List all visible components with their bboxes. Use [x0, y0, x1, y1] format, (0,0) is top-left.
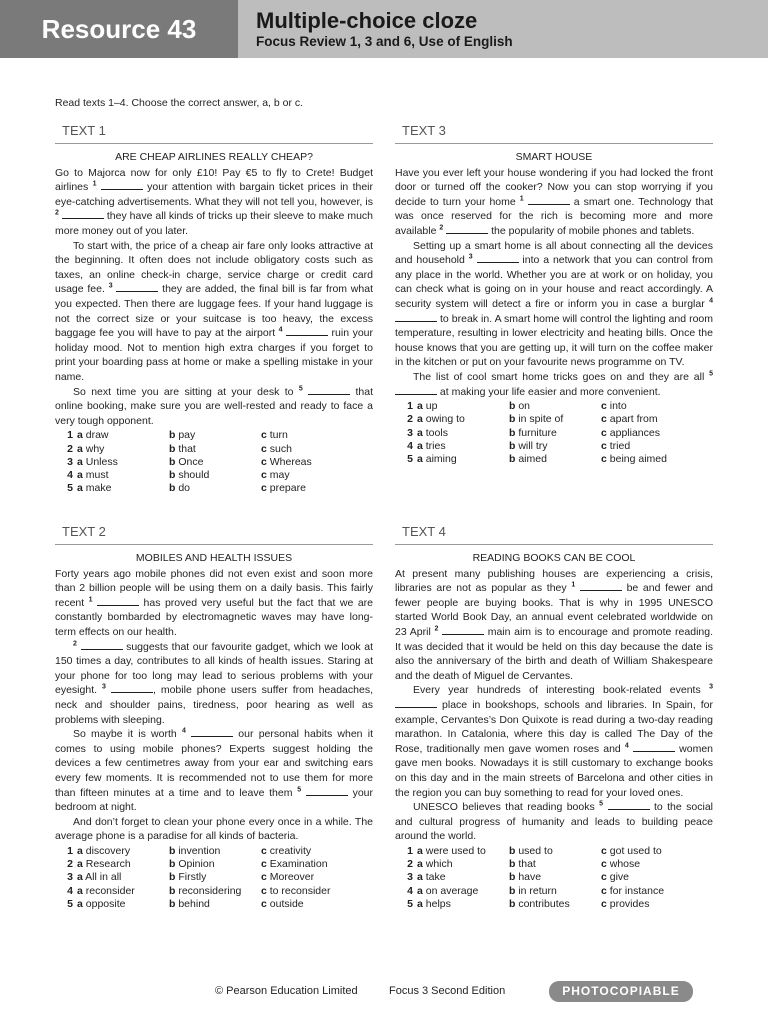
- option-a: a which: [417, 858, 453, 871]
- question-number: 4: [407, 884, 413, 897]
- text-label: TEXT 3: [395, 124, 713, 144]
- gap-number: 3: [468, 253, 473, 261]
- article-paragraph: Have you ever left your house wondering if you had locked the front door or turned off the cooker? Now you can stop worrying if you decide to turn your home $^1$ a smart one. Technology that was once reserved for the rich is becoming more and more available $^2$ the popularity of mobile phones and tablets.: [395, 166, 713, 237]
- option-a: a take: [417, 871, 446, 884]
- answer-row: [395, 858, 713, 871]
- question-number: 2: [67, 442, 73, 455]
- article-paragraph: The list of cool smart home tricks goes on and they are all $^5$ at making your life easier and more convenient.: [395, 370, 713, 399]
- option-b: b pay: [169, 429, 196, 442]
- option-b: b Firstly: [169, 871, 207, 884]
- option-c: c apart from: [601, 413, 658, 426]
- article-paragraph: And don’t forget to clean your phone every once in a while. The average phone is a paradise for all kinds of bacteria.: [55, 815, 373, 843]
- gap-number: 4: [181, 727, 186, 735]
- article-paragraph: Setting up a smart home is all about connecting all the devices and household $^3$ into a network that you can control from any place in the world. Whether you are at work or on holiday, you can check what is going on in your house and react accordingly. A security system will detect a fire or inform you in case a burglar $^4$ to break in. A smart home will control the lighting and room temperature, resulting in lower electricity and heating bills. Once the house knows that you are getting up, it will turn on the coffee maker in the kitchen or put on your favourite news programme on TV.: [395, 239, 713, 369]
- option-b: b should: [169, 469, 210, 482]
- option-c: c got used to: [601, 844, 662, 857]
- question-number: 2: [67, 858, 73, 871]
- option-a: a Research: [77, 858, 131, 871]
- option-b: b invention: [169, 844, 221, 857]
- option-b: b will try: [509, 439, 548, 452]
- gap-number: 3: [108, 282, 113, 290]
- answer-row: [395, 440, 713, 453]
- option-a: a opposite: [77, 898, 126, 911]
- page-subtitle: Focus Review 1, 3 and 6, Use of English: [256, 34, 513, 49]
- article-paragraph: So maybe it is worth $^4$ our personal habits when it comes to using mobile phones? Experts suggest holding the devices a few centimetres away from your ear and switching ears every few moments. It is recommended not to use them for more than fifteen minutes at a time and to leave them $^5$ your bedroom at night.: [55, 727, 373, 814]
- answer-gap: [608, 800, 650, 810]
- option-a: a Unless: [77, 455, 118, 468]
- article-body: [395, 166, 713, 400]
- article-paragraph: At present many publishing houses are experiencing a crisis, libraries are not as popular as they $^1$ be and fewer and fewer people are buying books. That is why in 1995 UNESCO started World Book Day, an annual event celebrated worldwide on 23 April $^2$ main aim is to encourage and promote reading. It was decided that it would be held on this day because the date is also the anniversary of the birth and death of William Shakespeare and the death of Miguel de Cervantes.: [395, 567, 713, 682]
- answer-gap: [528, 195, 570, 205]
- answer-gap: [446, 224, 488, 234]
- gap-number: 5: [709, 370, 713, 378]
- answer-gap: [477, 253, 519, 263]
- answer-gap: [442, 625, 484, 635]
- question-number: 5: [407, 453, 413, 466]
- answer-row: [55, 429, 373, 442]
- gap-number: 2: [439, 224, 444, 232]
- answer-gap: [395, 698, 437, 708]
- question-number: 4: [67, 884, 73, 897]
- option-b: b on: [509, 400, 531, 413]
- option-c: c outside: [261, 898, 304, 911]
- article-title: ARE CHEAP AIRLINES REALLY CHEAP?: [115, 151, 313, 163]
- option-c: c being aimed: [601, 453, 667, 466]
- option-a: a draw: [77, 429, 109, 442]
- gap-number: 1: [571, 581, 576, 589]
- option-a: a were used to: [417, 844, 486, 857]
- answer-options: [395, 400, 713, 466]
- option-b: b furniture: [509, 426, 557, 439]
- gap-number: 1: [88, 596, 93, 604]
- question-number: 5: [67, 482, 73, 495]
- gap-number: 2: [434, 625, 439, 633]
- gap-number: 3: [102, 683, 106, 691]
- answer-gap: [191, 727, 233, 737]
- option-a: a discovery: [77, 844, 131, 857]
- article-body: [55, 166, 373, 429]
- question-number: 5: [67, 898, 73, 911]
- article-paragraph: Every year hundreds of interesting book-related events $^3$ place in bookshops, schools and libraries. In Spain, for example, Cervantes’s Don Quixote is read during a two-day reading marathon. In Catalonia, where this day is called The Day of the Rose, traditionally men gave women roses and $^4$ women gave men books. Nowadays it is still customary to exchange books on this day and in the main streets of Barcelona and other cities in the region you can buy something to read for your loved ones.: [395, 683, 714, 799]
- book-title: Focus 3 Second Edition: [389, 985, 506, 997]
- article-paragraph: To start with, the price of a cheap air fare only looks attractive at the beginning. It often does not include obligatory costs such as taxes, an online check-in charge, service charge or credit card usage fee. $^3$ they are added, the final bill is far from what you expected. Then there are luggage fees. If your hand luggage is not the correct size or your suitcase is too heavy, the excess baggage fee you will have to pay at the airport $^4$ ruin your holiday mood. Not to mention high extra charges if you forget to print your boarding pass at home or make a spelling mistake in your name.: [55, 239, 373, 383]
- gap-number: 4: [278, 326, 283, 334]
- gap-number: 5: [599, 800, 604, 808]
- answer-row: [55, 482, 373, 495]
- question-number: 1: [67, 429, 73, 442]
- answer-row: [395, 898, 713, 911]
- option-c: c Examination: [261, 858, 328, 871]
- answer-options: [55, 845, 373, 911]
- option-c: c Moreover: [261, 871, 315, 884]
- option-b: b aimed: [509, 453, 547, 466]
- text-3-section: [395, 124, 713, 467]
- article-body: [55, 567, 373, 844]
- answer-gap: [116, 282, 158, 292]
- answer-gap: [395, 312, 437, 322]
- article-body: [395, 567, 713, 844]
- text-4-section: [395, 525, 713, 911]
- resource-header: [0, 0, 768, 58]
- option-c: c tried: [601, 439, 631, 452]
- photocopiable-badge: PHOTOCOPIABLE: [549, 981, 693, 1002]
- article-paragraph: So next time you are sitting at your desk to $^5$ that online booking, make sure you are well-rested and ready to face a very tough opponent.: [55, 385, 374, 427]
- instruction: Read texts 1–4. Choose the correct answer, a, b or c.: [55, 97, 304, 109]
- option-c: c give: [601, 871, 630, 884]
- article-paragraph: Forty years ago mobile phones did not even exist and soon more than 2 billion people will be using them on a daily basis. This fairly recent $^1$ has proved very useful but the fact that we are constantly bombarded by electromagnetic waves may have long-term effects on our health.: [55, 567, 373, 638]
- answer-row: [55, 456, 373, 469]
- option-b: b in return: [509, 884, 557, 897]
- option-a: a on average: [417, 884, 479, 897]
- gap-number: 1: [519, 195, 524, 203]
- answer-row: [395, 400, 713, 413]
- gap-number: 2: [55, 209, 59, 217]
- answer-row: [55, 469, 373, 482]
- answer-row: [55, 858, 373, 871]
- option-b: b that: [509, 858, 536, 871]
- answer-row: [395, 845, 713, 858]
- article-paragraph: Go to Majorca now for only £10! Pay €5 to fly to Crete! Budget airlines $^1$ your attention with bargain ticket prices in their eye-catching advertisements. What they will not tell you, however, is $^2$ they have all kinds of tricks up their sleeve to make much more money out of you later.: [55, 166, 374, 237]
- option-c: c provides: [601, 898, 650, 911]
- question-number: 1: [407, 844, 413, 857]
- question-number: 4: [407, 439, 413, 452]
- gap-number: 4: [624, 742, 629, 750]
- question-number: 3: [407, 426, 413, 439]
- option-b: b used to: [509, 844, 553, 857]
- text-2-section: [55, 525, 373, 911]
- answer-options: [395, 845, 713, 911]
- option-a: a tries: [417, 439, 446, 452]
- option-a: a tools: [417, 426, 448, 439]
- text-label: TEXT 2: [55, 525, 373, 545]
- answer-row: [395, 871, 713, 884]
- option-c: c whose: [601, 858, 641, 871]
- answer-options: [55, 429, 373, 495]
- option-b: b Opinion: [169, 858, 215, 871]
- article-title: MOBILES AND HEALTH ISSUES: [135, 552, 293, 564]
- option-c: c creativity: [261, 844, 312, 857]
- gap-number: 1: [92, 180, 97, 188]
- answer-gap: [286, 326, 328, 336]
- gap-number: 4: [709, 297, 713, 305]
- gap-number: 3: [709, 683, 713, 691]
- gap-number: 5: [298, 385, 303, 392]
- question-number: 2: [407, 413, 413, 426]
- answer-gap: [308, 385, 350, 395]
- page-title: Multiple-choice cloze: [256, 8, 478, 33]
- option-a: a must: [77, 469, 109, 482]
- copyright: © Pearson Education Limited: [215, 985, 358, 997]
- option-b: b do: [169, 482, 191, 495]
- option-c: c into: [601, 400, 627, 413]
- option-c: c for instance: [601, 884, 665, 897]
- option-b: b in spite of: [509, 413, 564, 426]
- option-b: b reconsidering: [169, 884, 242, 897]
- answer-row: [395, 427, 713, 440]
- option-b: b that: [169, 442, 196, 455]
- option-a: a All in all: [77, 871, 122, 884]
- article-title: SMART HOUSE: [515, 151, 593, 163]
- answer-gap: [81, 640, 123, 650]
- answer-gap: [580, 581, 622, 591]
- article-title: READING BOOKS CAN BE COOL: [472, 552, 636, 564]
- answer-row: [395, 413, 713, 426]
- option-a: a reconsider: [77, 884, 135, 897]
- option-c: c Whereas: [261, 455, 312, 468]
- option-b: b contributes: [509, 898, 570, 911]
- gap-number: 2: [73, 640, 77, 648]
- answer-gap: [111, 683, 153, 693]
- option-c: c such: [261, 442, 292, 455]
- answer-row: [55, 845, 373, 858]
- option-a: a up: [417, 400, 438, 413]
- question-number: 2: [407, 858, 413, 871]
- option-c: c appliances: [601, 426, 660, 439]
- question-number: 1: [407, 400, 413, 413]
- article-paragraph: UNESCO believes that reading books $^5$ to the social and cultural progress of humanity and leads to building peace around the world.: [395, 800, 714, 843]
- option-a: a why: [77, 442, 105, 455]
- answer-gap: [62, 209, 104, 219]
- resource-label: Resource 43: [0, 0, 238, 58]
- option-b: b have: [509, 871, 542, 884]
- text-label: TEXT 4: [395, 525, 713, 545]
- question-number: 3: [67, 455, 73, 468]
- option-a: a make: [77, 482, 112, 495]
- option-c: c turn: [261, 429, 288, 442]
- option-c: c to reconsider: [261, 884, 331, 897]
- gap-number: 5: [297, 786, 302, 793]
- option-b: b behind: [169, 898, 210, 911]
- option-c: c prepare: [261, 482, 306, 495]
- answer-row: [395, 453, 713, 466]
- answer-row: [55, 885, 373, 898]
- option-a: a owing to: [417, 413, 465, 426]
- answer-row: [55, 898, 373, 911]
- answer-row: [395, 885, 713, 898]
- text-1-section: [55, 124, 373, 496]
- article-paragraph: $^2$ suggests that our favourite gadget, which we look at 150 times a day, contributes to all kinds of health issues. Staring at your phone for too long may lead to serious problems with your eyesight. $^3$ , mobile phone users suffer from headaches, neck and shoulder pains, tiredness, poor hearing as well as problems with sleeping.: [55, 640, 374, 726]
- answer-gap: [101, 180, 143, 190]
- answer-gap: [633, 742, 675, 752]
- question-number: 3: [67, 871, 73, 884]
- option-b: b Once: [169, 455, 204, 468]
- answer-row: [55, 871, 373, 884]
- answer-row: [55, 443, 373, 456]
- question-number: 4: [67, 469, 73, 482]
- option-c: c may: [261, 469, 290, 482]
- question-number: 1: [67, 844, 73, 857]
- answer-gap: [395, 385, 437, 395]
- answer-gap: [306, 786, 348, 796]
- question-number: 3: [407, 871, 413, 884]
- option-a: a aiming: [417, 453, 457, 466]
- question-number: 5: [407, 898, 413, 911]
- answer-gap: [97, 596, 139, 606]
- option-a: a helps: [417, 898, 451, 911]
- text-label: TEXT 1: [55, 124, 373, 144]
